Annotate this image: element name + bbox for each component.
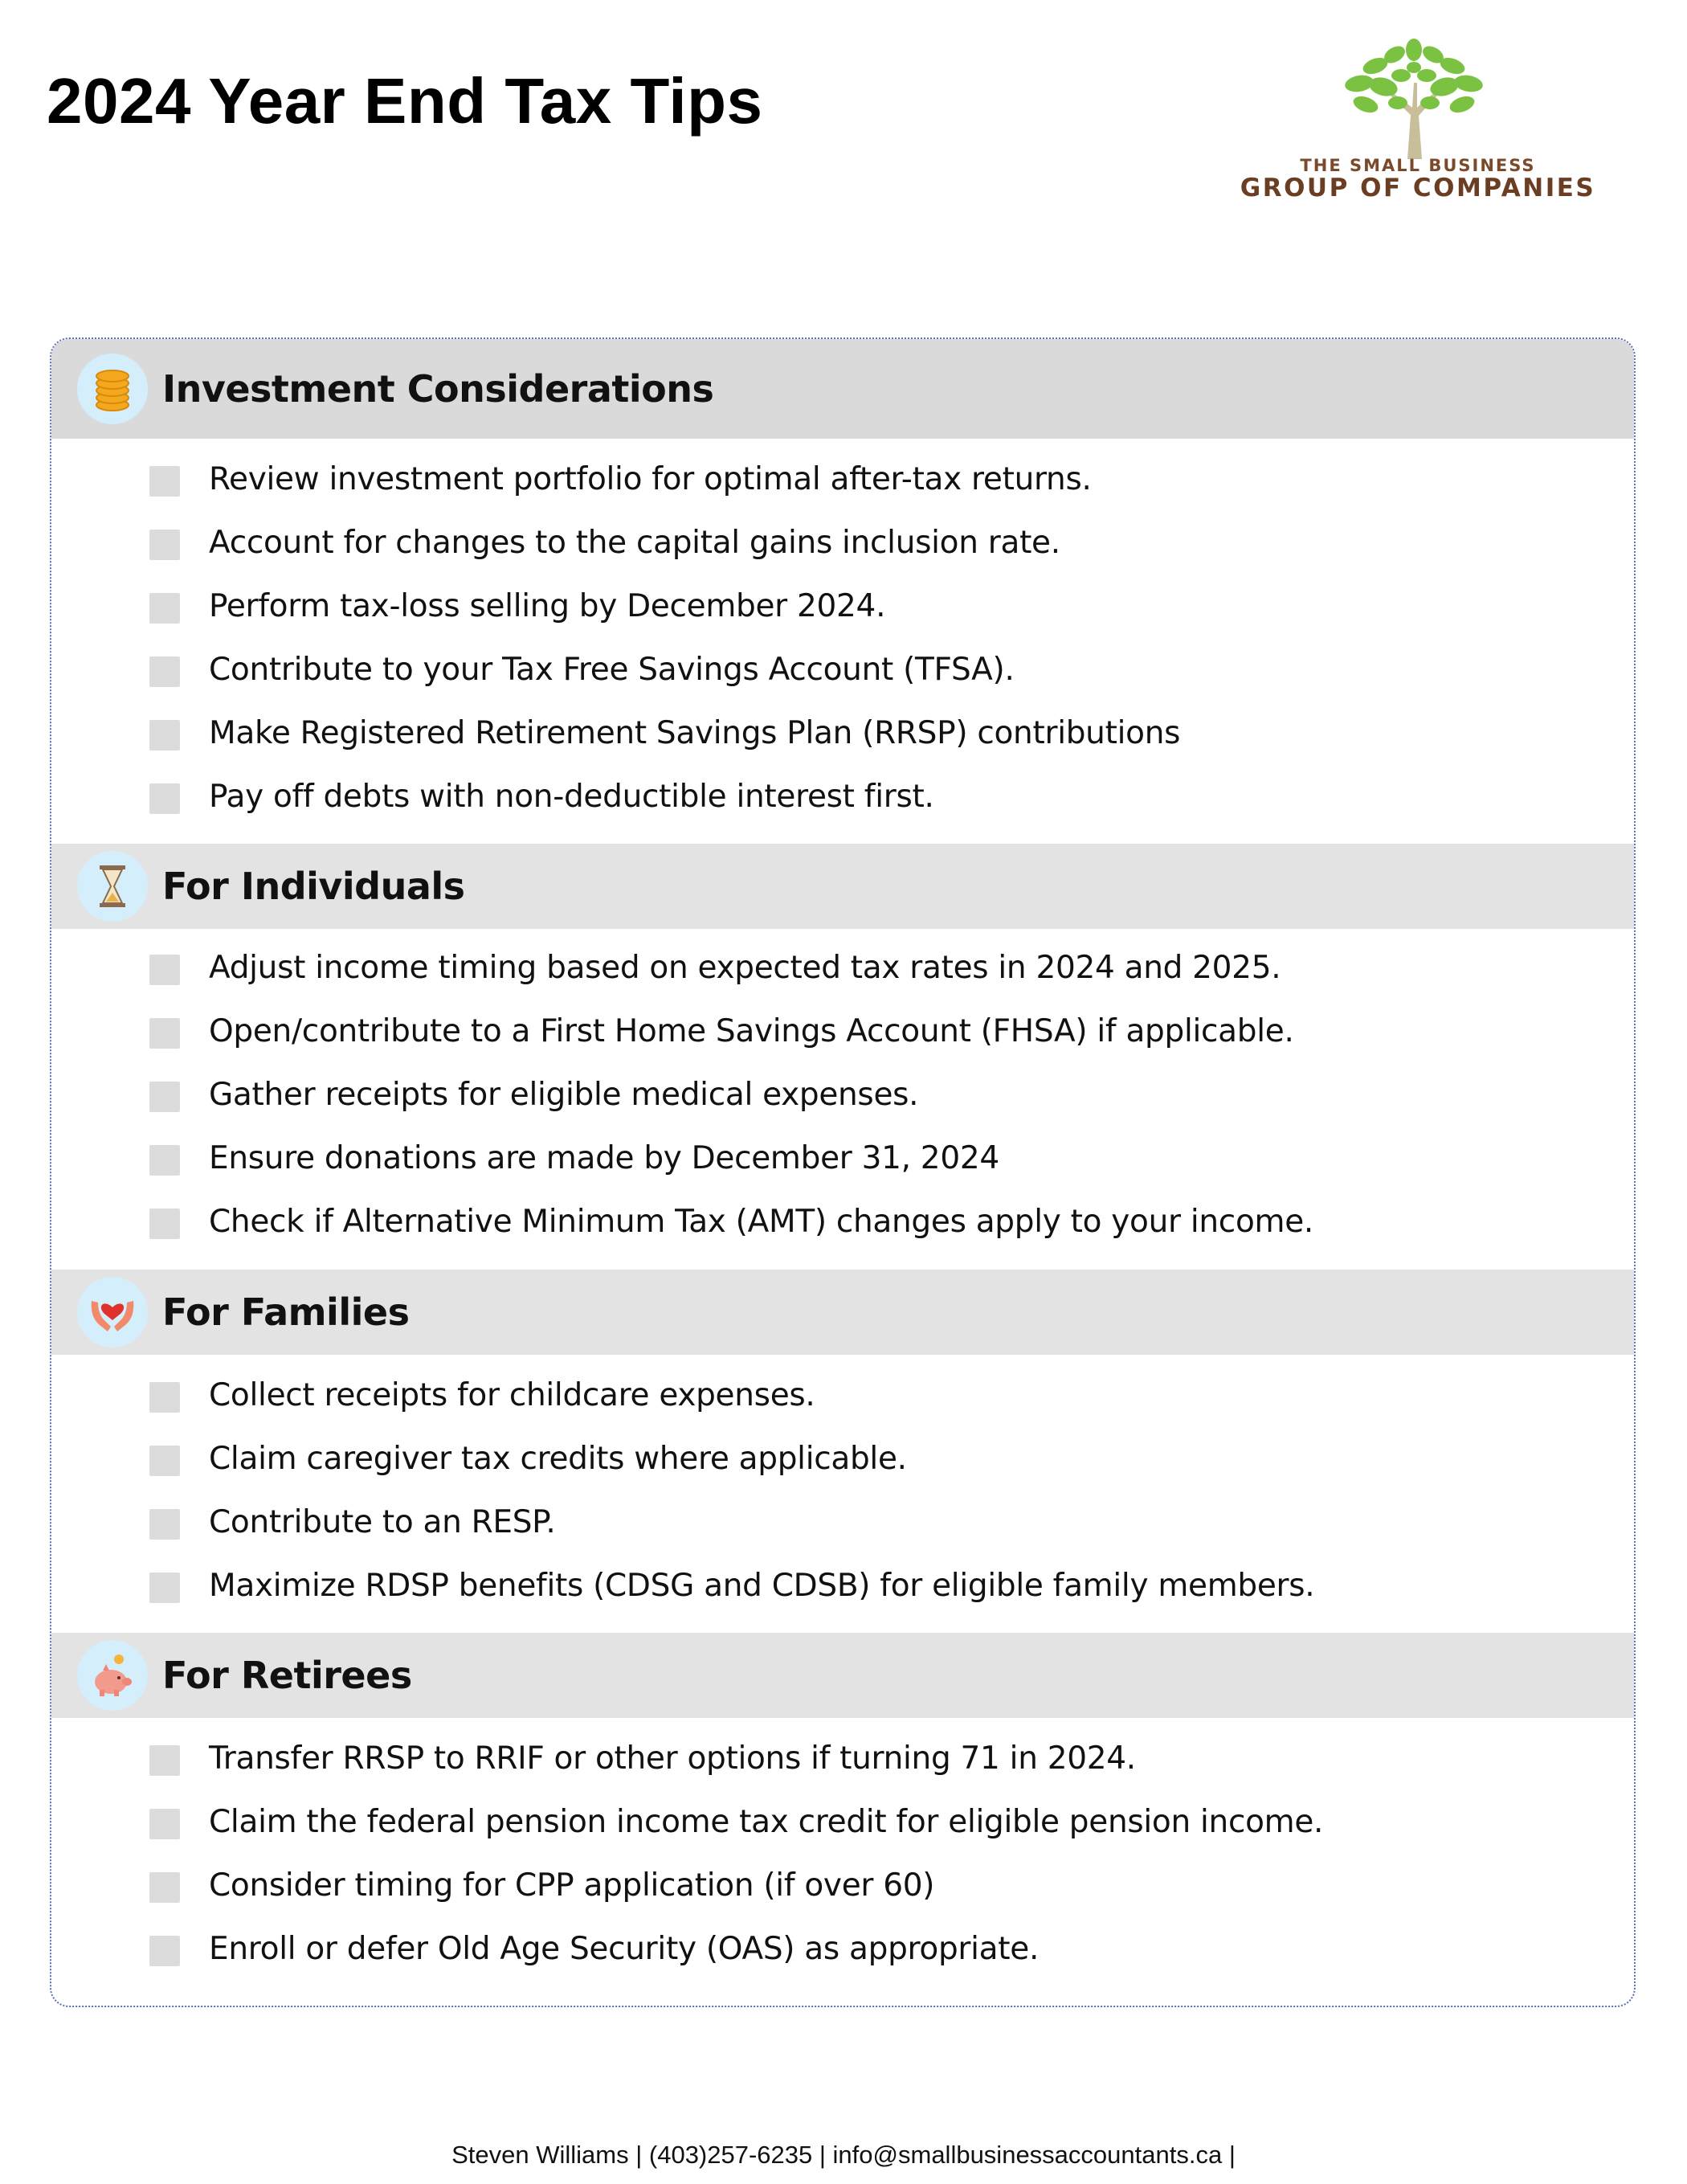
section-title: For Retirees: [162, 1654, 412, 1697]
checklist-item[interactable]: [100, 775, 1594, 824]
item-text: Enroll or defer Old Age Security (OAS) as appropriate.: [209, 1931, 1040, 1967]
checklist-item[interactable]: [100, 1438, 1594, 1486]
coins-icon: [77, 354, 148, 424]
item-text: Contribute to an RESP.: [209, 1504, 556, 1540]
checklist-item[interactable]: [100, 712, 1594, 760]
checkbox[interactable]: [149, 783, 180, 814]
checklist-item[interactable]: [100, 1564, 1594, 1613]
checkbox[interactable]: [149, 1936, 180, 1966]
item-text: Ensure donations are made by December 31, 2024: [209, 1140, 999, 1176]
tree-icon: [1334, 39, 1494, 159]
item-text: Check if Alternative Minimum Tax (AMT) changes apply to your income.: [209, 1204, 1313, 1240]
page-title: 2024 Year End Tax Tips: [47, 65, 763, 137]
logo-line1: THE SMALL BUSINESS: [1300, 156, 1536, 175]
checklist-item[interactable]: [100, 1200, 1594, 1249]
checkbox[interactable]: [149, 1145, 180, 1176]
section-title: For Families: [162, 1290, 410, 1334]
checkbox[interactable]: [149, 720, 180, 750]
item-text: Account for changes to the capital gains inclusion rate.: [209, 525, 1060, 561]
item-text: Consider timing for CPP application (if over 60): [209, 1867, 935, 1904]
item-text: Perform tax-loss selling by December 2024.: [209, 588, 886, 624]
item-text: Make Registered Retirement Savings Plan (RRSP) contributions: [209, 715, 1181, 751]
item-text: Gather receipts for eligible medical expenses.: [209, 1077, 919, 1113]
checkbox[interactable]: [149, 1509, 180, 1540]
checklist-item[interactable]: [100, 458, 1594, 506]
item-text: Review investment portfolio for optimal after-tax returns.: [209, 461, 1092, 497]
checkbox[interactable]: [149, 1082, 180, 1112]
checkbox[interactable]: [149, 1018, 180, 1049]
section-header-families: [51, 1270, 1634, 1355]
checklist-item[interactable]: [100, 1010, 1594, 1058]
company-logo: [1205, 39, 1631, 207]
hourglass-icon: [77, 851, 148, 922]
checklist-item[interactable]: [100, 1864, 1594, 1912]
item-text: Claim the federal pension income tax credit for eligible pension income.: [209, 1804, 1324, 1840]
checkbox[interactable]: [149, 955, 180, 985]
section-title: For Individuals: [162, 865, 465, 908]
checkbox[interactable]: [149, 1745, 180, 1776]
item-text: Pay off debts with non-deductible interest first.: [209, 779, 934, 815]
checklist-item[interactable]: [100, 521, 1594, 570]
item-text: Claim caregiver tax credits where applicable.: [209, 1441, 907, 1477]
checkbox[interactable]: [149, 1446, 180, 1476]
item-text: Open/contribute to a First Home Savings Account (FHSA) if applicable.: [209, 1013, 1294, 1049]
item-text: Transfer RRSP to RRIF or other options if turning 71 in 2024.: [209, 1740, 1136, 1777]
checkbox[interactable]: [149, 466, 180, 497]
checkbox[interactable]: [149, 1209, 180, 1239]
checkbox[interactable]: [149, 656, 180, 687]
checkbox[interactable]: [149, 593, 180, 624]
checklist-item[interactable]: [100, 1801, 1594, 1849]
checkbox[interactable]: [149, 1573, 180, 1603]
logo-line2: GROUP OF COMPANIES: [1240, 174, 1596, 202]
section-header-retirees: [51, 1633, 1634, 1718]
tax-tips-card: [50, 337, 1636, 2007]
checklist-item[interactable]: [100, 1137, 1594, 1185]
checklist-item[interactable]: [100, 648, 1594, 697]
footer-contact: Steven Williams | (403)257-6235 | info@smallbusinessaccountants.ca |: [451, 2141, 1236, 2169]
checklist-item[interactable]: [100, 1374, 1594, 1422]
checkbox[interactable]: [149, 1809, 180, 1839]
checklist-item[interactable]: [100, 585, 1594, 633]
checklist-item[interactable]: [100, 1737, 1594, 1785]
checklist-item[interactable]: [100, 1928, 1594, 1976]
checkbox[interactable]: [149, 1382, 180, 1413]
section-header-individuals: [51, 844, 1634, 929]
item-text: Adjust income timing based on expected tax rates in 2024 and 2025.: [209, 950, 1281, 986]
checkbox[interactable]: [149, 1872, 180, 1903]
item-text: Contribute to your Tax Free Savings Account (TFSA).: [209, 652, 1015, 688]
item-text: Collect receipts for childcare expenses.: [209, 1377, 815, 1413]
piggy-bank-icon: [77, 1640, 148, 1711]
checkbox[interactable]: [149, 530, 180, 560]
checklist-item[interactable]: [100, 947, 1594, 995]
checklist-item[interactable]: [100, 1074, 1594, 1122]
section-title: Investment Considerations: [162, 367, 714, 411]
item-text: Maximize RDSP benefits (CDSG and CDSB) for eligible family members.: [209, 1568, 1315, 1604]
section-header-investment: [51, 339, 1634, 439]
hands-heart-icon: [77, 1277, 148, 1348]
checklist-item[interactable]: [100, 1501, 1594, 1549]
